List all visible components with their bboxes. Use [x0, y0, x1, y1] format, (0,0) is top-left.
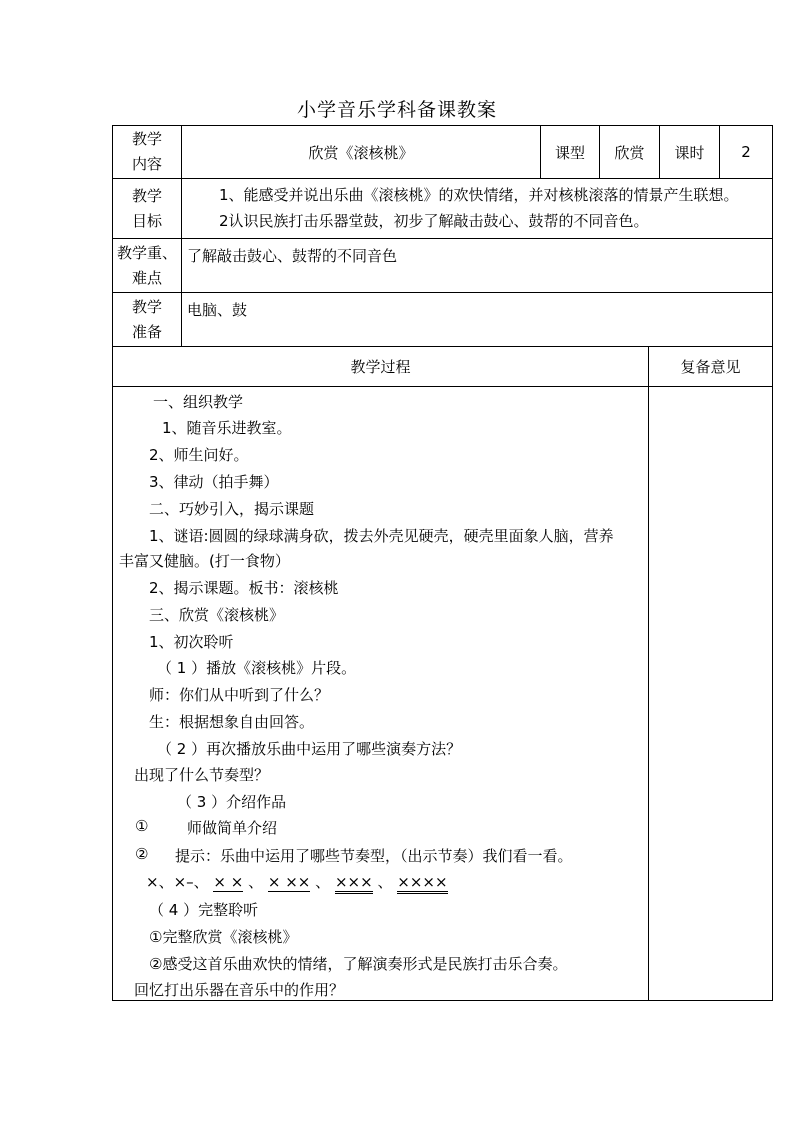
process-line: 2、师生问好。	[149, 446, 249, 464]
process-line-number: ②	[135, 845, 149, 863]
rhythm-pattern: ×××	[335, 873, 373, 894]
rhythm-pattern: × ××	[267, 873, 311, 891]
content-value-cell	[181, 125, 541, 179]
process-line: 1、随音乐进教室。	[162, 419, 292, 437]
lesson-plan-table	[112, 125, 773, 1001]
process-line: （ 3 ）介绍作品	[177, 793, 287, 811]
process-line: 1、谜语:圆圆的绿球满身砍，拨去外壳见硬壳，硬壳里面象人脑，营养	[149, 527, 614, 545]
process-line: 2、揭示课题。板书：滚核桃	[149, 579, 339, 597]
goals-label-line2: 目标	[131, 211, 162, 230]
process-line: 回忆打出乐器在音乐中的作用？	[134, 981, 345, 999]
preparation-label-line2: 准备	[131, 322, 162, 341]
process-line: 二、巧妙引入，揭示课题	[149, 500, 315, 518]
process-line: 1、初次聆听	[149, 633, 234, 651]
review-body-cell	[648, 386, 773, 1001]
process-line: 提示：乐曲中运用了哪些节奏型，（出示节奏）我们看一看。	[175, 847, 573, 865]
preparation-value: 电脑、鼓	[187, 301, 248, 319]
hours-value: 2	[741, 143, 751, 161]
process-line: 丰富又健脑。(打一食物）	[119, 552, 290, 570]
preparation-label-line1: 教学	[131, 297, 162, 316]
process-body-cell	[112, 386, 649, 1001]
review-header: 复备意见	[680, 358, 741, 376]
process-line: （ 4 ）完整聆听	[149, 901, 259, 919]
preparation-label-cell	[112, 292, 182, 347]
content-label-line1: 教学	[131, 130, 162, 148]
rhythm-separator: 、	[248, 873, 264, 891]
process-line: ①完整欣赏《滚核桃》	[149, 928, 298, 946]
rhythm-pattern: ××××	[397, 873, 447, 894]
process-line: 一、组织教学	[153, 393, 244, 411]
key-points-value: 了解敲击鼓心、鼓帮的不同音色	[187, 247, 398, 265]
rhythm-pattern: ×、×–、	[146, 873, 209, 891]
goal-line-2: 2认识民族打击乐器堂鼓，初步了解敲击鼓心、鼓帮的不同音色。	[219, 212, 649, 230]
process-line-number: ①	[135, 817, 149, 835]
process-line: 三、欣赏《滚核桃》	[149, 606, 285, 624]
process-line: 出现了什么节奏型？	[134, 766, 270, 784]
process-line: 师：你们从中听到了什么？	[149, 686, 330, 704]
process-header-cell	[112, 346, 649, 387]
rhythm-separator: 、	[315, 873, 331, 891]
key-points-label-line1: 教学重、	[116, 243, 177, 262]
content-value: 欣赏《滚核桃》	[308, 143, 414, 162]
document-title: 小学音乐学科备课教案	[296, 99, 497, 121]
type-value-cell	[599, 125, 660, 179]
type-label: 课型	[554, 143, 585, 162]
content-label-line2: 内容	[131, 155, 162, 173]
goals-label-line1: 教学	[131, 186, 162, 205]
process-line: 生：根据想象自由回答。	[149, 713, 315, 731]
hours-value-cell	[719, 125, 773, 179]
process-line: ②感受这首乐曲欢快的情绪，了解演奏形式是民族打击乐合奏。	[149, 955, 568, 973]
key-points-value-cell	[181, 238, 773, 293]
goal-line-1: 1、能感受并说出乐曲《滚核桃》的欢快情绪，并对核桃滚落的情景产生联想。	[219, 186, 739, 204]
key-points-label-line2: 难点	[131, 268, 162, 287]
rhythm-line	[146, 871, 448, 892]
goals-label-cell	[112, 178, 182, 239]
process-line: 3、律动（拍手舞）	[149, 473, 279, 491]
content-label-cell	[112, 125, 182, 179]
review-header-cell	[648, 346, 773, 387]
rhythm-separator: 、	[377, 873, 393, 891]
key-points-label-cell	[112, 238, 182, 293]
process-line: （ 2 ）再次播放乐曲中运用了哪些演奏方法？	[157, 740, 462, 758]
process-header: 教学过程	[350, 358, 411, 376]
preparation-value-cell	[181, 292, 773, 347]
hours-label: 课时	[674, 143, 705, 162]
goals-value-cell	[181, 178, 773, 239]
process-line: （ 1 ）播放《滚核桃》片段。	[157, 659, 357, 677]
hours-label-cell	[659, 125, 720, 179]
process-line: 师做简单介绍	[187, 819, 278, 837]
rhythm-pattern: × ×	[213, 873, 244, 891]
type-value: 欣赏	[614, 143, 645, 162]
type-label-cell	[540, 125, 600, 179]
